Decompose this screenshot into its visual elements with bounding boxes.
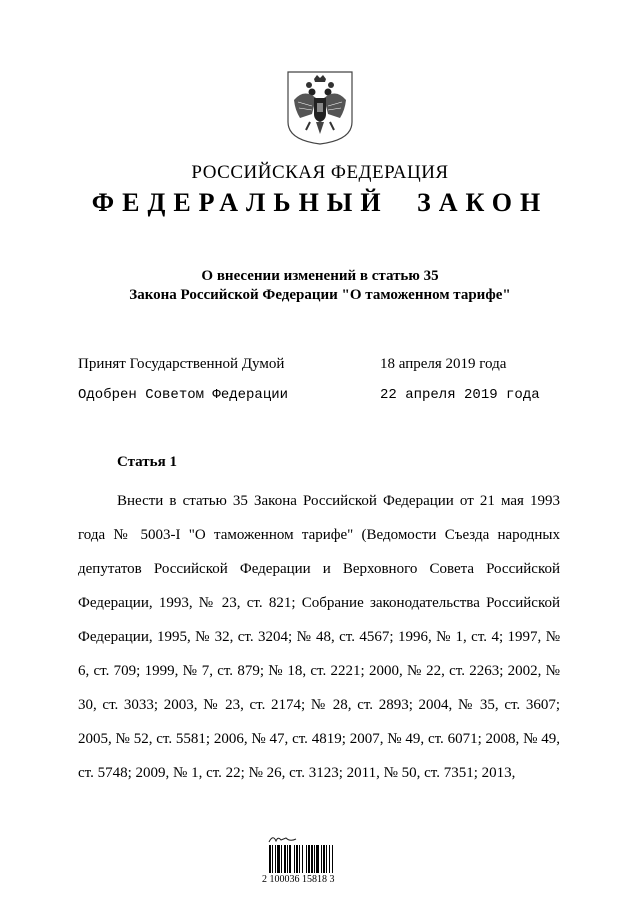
law-title-line-2: Закона Российской Федерации "О таможенном тарифе" <box>129 287 511 303</box>
council-approval-date: 22 апреля 2019 года <box>380 387 540 403</box>
barcode-number: 2 100036 15818 3 <box>262 874 335 885</box>
council-approval-label: Одобрен Советом Федерации <box>78 387 289 403</box>
country-heading: РОССИЙСКАЯ ФЕДЕРАЦИЯ <box>191 162 449 183</box>
article-heading: Статья 1 <box>117 454 177 470</box>
article-body-text: Внести в статью 35 Закона Российской Федерации от 21 мая 1993 года № 5003-I "О таможенном тарифе" (Ведомости Съезда народных депутатов Российской Федерации и Верховного Совета Российской Федерации, 1993, № 23, ст. 821; Собрание законодательства Российской Федерации, 1995, № 32, ст. 3204; № 48, ст. 4567; 1996, № 1, ст. 4; 1997, № 6, ст. 709; 1999, № 7, ст. 879; № 18, ст. 2221; 2000, № 22, ст. 2263; 2002, № 30, ст. 3033; 2003, № 23, ст. 2174; № 28, ст. 2893; 2004, № 35, ст. 3607; 2005, № 52, ст. 5581; 2006, № 47, ст. 4819; 2007, № 49, ст. 6071; 2008, № 49, ст. 5748; 2009, № 1, ст. 22; № 26, ст. 3123; 2011, № 50, ст. 7351; 2013, <box>78 493 560 781</box>
duma-adoption-date: 18 апреля 2019 года <box>380 356 507 372</box>
law-title-line-1: О внесении изменений в статью 35 <box>201 268 439 284</box>
coat-of-arms-emblem <box>286 70 354 146</box>
barcode-icon <box>268 845 348 873</box>
document-type-heading: ФЕДЕРАЛЬНЫЙ ЗАКОН <box>91 188 549 217</box>
duma-adoption-label: Принят Государственной Думой <box>78 356 285 372</box>
russian-coat-of-arms-icon <box>286 70 354 146</box>
